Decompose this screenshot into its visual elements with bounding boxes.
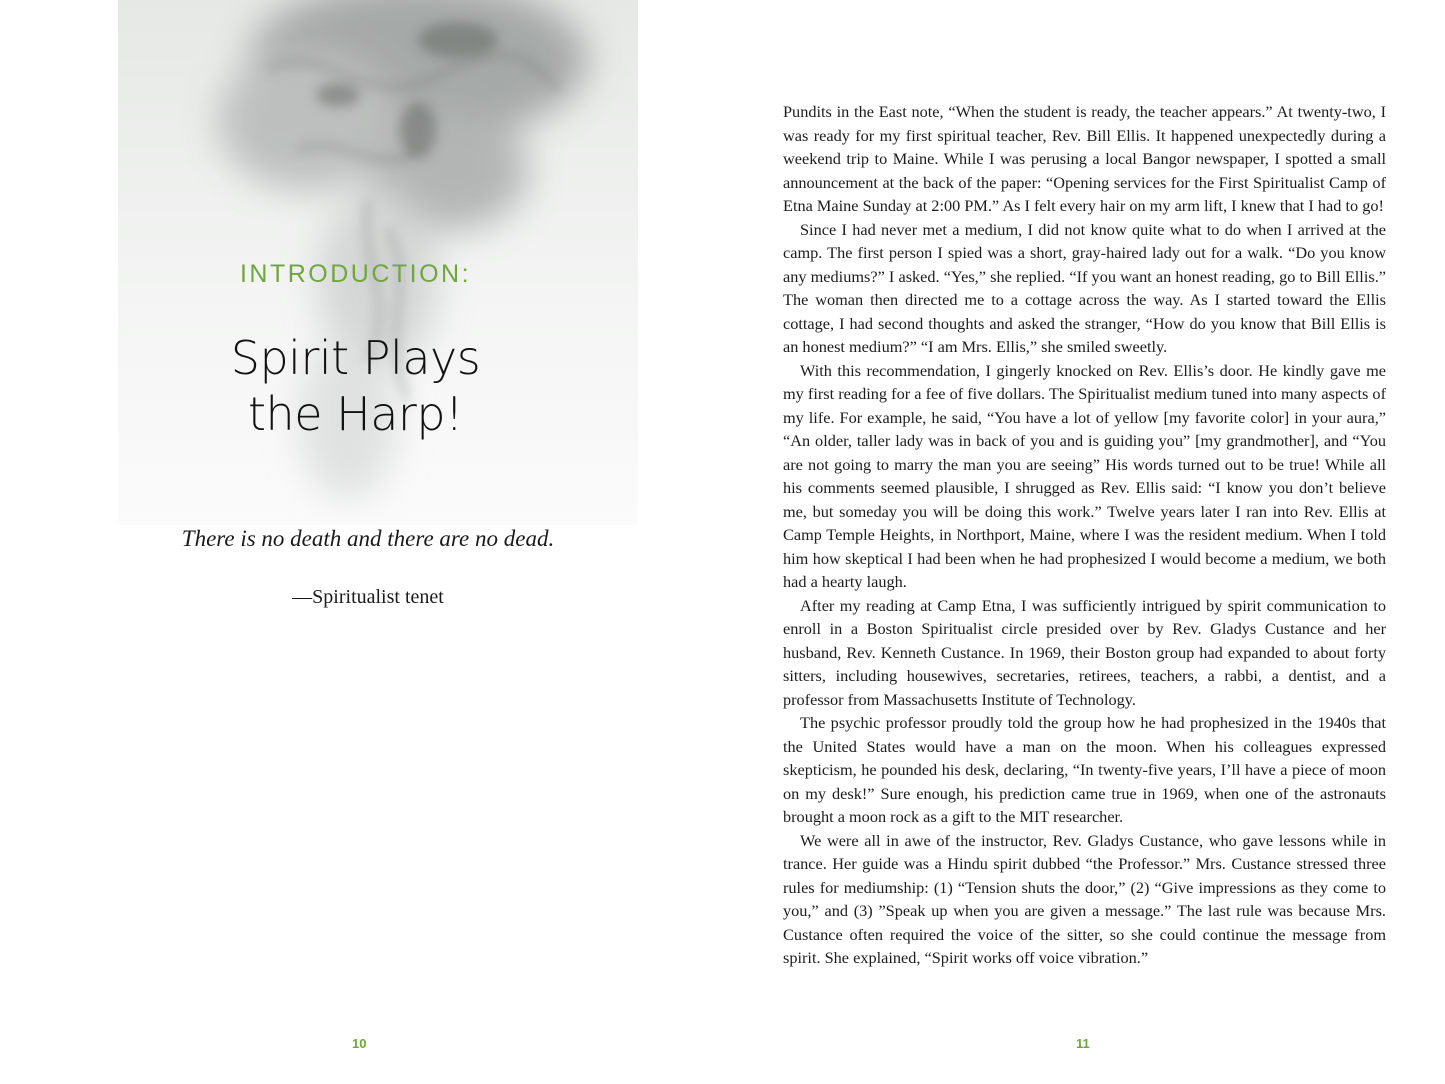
chapter-title-line-1: Spirit Plays [230, 331, 481, 385]
body-text [783, 100, 1386, 970]
paragraph: With this recommendation, I gingerly knocked on Rev. Ellis’s door. He kindly gave me my first reading for a fee of five dollars. The Spiritualist medium tuned into many aspects of my life. For example, he said, “You have a lot of yellow [my favorite color] in your aura,” “An older, taller lady was in back of you and is guiding you” [my grandmother], and “You are not going to marry the man you are seeing” His words turned out to be true! While all his comments seemed plausible, I shrugged as Rev. Ellis said: “I know you don’t believe me, but someday you will be doing this work.” Twelve years later I ran into Rev. Ellis at Camp Temple Heights, in Northport, Maine, where I was the resident medium. When I told him how skeptical I had been when he had prophesized I would become a medium, we both had a hearty laugh. [783, 360, 1386, 591]
page-number-right: 11 [1076, 1036, 1090, 1051]
epigraph-attribution: —Spiritualist tenet [292, 586, 444, 608]
page-number-left: 10 [352, 1036, 367, 1051]
epigraph: There is no death and there are no dead. [181, 526, 555, 551]
paragraph: We were all in awe of the instructor, Rev. Gladys Custance, who gave lessons while in trance. Her guide was a Hindu spirit dubbed “the Professor.” Mrs. Custance stressed three rules for mediumship: (1) “Tension shuts the door,” (2) “Give impressions as they come to you,” and (3) ”Speak up when you are given a message.” The last rule was because Mrs. Custance often required the voice of the sitter, so she could continue the message from spirit. She explained, “Spirit works off voice vibration.” [783, 830, 1386, 967]
paragraph: After my reading at Camp Etna, I was sufficiently intrigued by spirit communication to enroll in a Boston Spiritualist circle presided over by Rev. Gladys Custance and her husband, Rev. Kenneth Custance. In 1969, their Boston group had expanded to about forty sitters, including housewives, secretaries, retirees, teachers, a rabbi, a dentist, and a professor from Massachusetts Institute of Technology. [783, 595, 1386, 709]
paragraph: Since I had never met a medium, I did not know quite what to do when I arrived at the camp. The first person I spied was a short, gray-haired lady out for a walk. “Do you know any mediums?” I asked. “Yes,” she replied. “If you want an honest reading, go to Bill Ellis.” The woman then directed me to a cottage across the way. As I started toward the Ellis cottage, I had second thoughts and asked the stranger, “How do you know that Bill Ellis is an honest medium?” “I am Mrs. Ellis,” she smiled sweetly. [783, 219, 1386, 356]
chapter-title-line-2: the Harp! [248, 387, 463, 441]
paragraph: The psychic professor proudly told the group how he had prophesized in the 1940s that the United States would have a man on the moon. When his colleagues expressed skepticism, he pounded his desk, declaring, “In twenty-five years, I’ll have a piece of moon on my desk!” Sure enough, his prediction came true in 1969, when one of the astronauts brought a moon rock as a gift to the MIT researcher. [783, 713, 1386, 826]
chapter-title [118, 330, 593, 442]
paragraph: Pundits in the East note, “When the student is ready, the teacher appears.” At twenty-two, I was ready for my first spiritual teacher, Rev. Bill Ellis. It happened unexpectedly during a weekend trip to Maine. While I was perusing a local Bangor newspaper, I spotted a small announcement at the back of the paper: “Opening services for the First Spiritualist Camp of Etna Maine Sunday at 2:00 PM.” As I felt every hair on my arm lift, I knew that I had to go! [783, 102, 1386, 215]
chapter-label: INTRODUCTION: [239, 260, 472, 288]
